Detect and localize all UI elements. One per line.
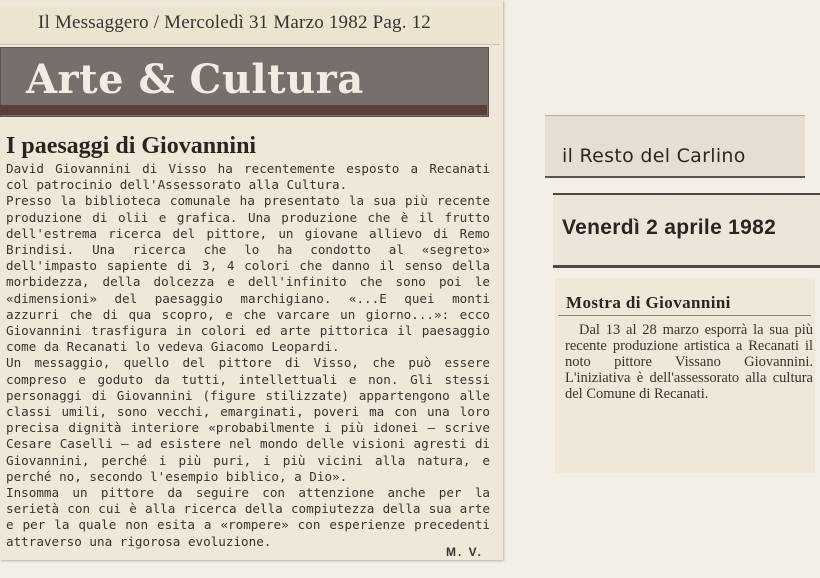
resto-del-carlino-clipping [545, 0, 820, 578]
author-signature: M. V. [446, 545, 483, 559]
newspaper-header: Il Messaggero / Mercoledì 31 Marzo 1982 Pag. 12 [38, 12, 432, 33]
article-paragraph: Un messaggio, quello del pittore di Visso, che può essere compreso e goduto da tutti, intellettuali e non. Gli stessi personaggi di Giovannini (figure stilizzate) appartengono alle classi umili, sono vecchi, emarginati, poveri ma con una loro precisa dignità interiore «probabilmente i più idonei — scrive Cesare Caselli — ad esistere nel mondo delle visioni agresti di Giovannini, perché i più puri, i più vicini alla natura, e perché no, secondo l'esempio biblico, a Dio». [6, 355, 490, 484]
article-paragraph: David Giovannini di Visso ha recentemente esposto a Recanati col patrocinio dell'Assessorato alla Cultura. [6, 161, 490, 193]
article-paragraph: Insomma un pittore da seguire con attenzione anche per la serietà con cui è alla ricerca della compiutezza della sua arte e per la quale non esita a «rompere» con esperienze precedenti attraverso una rigorosa evoluzione. [6, 485, 490, 549]
title-rule [558, 315, 811, 316]
article-title: I paesaggi di Giovannini [6, 133, 257, 159]
section-banner-shadow [0, 105, 487, 115]
article-body [6, 161, 490, 550]
short-article-title: Mostra di Giovannini [566, 293, 731, 312]
newspaper-name: il Resto del Carlino [562, 145, 746, 167]
article-paragraph: Presso la biblioteca comunale ha presentato la sua più recente produzione di olii e grafica. Una produzione che è il frutto dell'estrema ricerca del pittore, un giovane allievo di Remo Brindisi. Una ricerca che lo ha condotto al «segreto» dell'impasto sapiente di 3, 4 colori che danno il senso della morbidezza, della dolcezza e dell'infinito che sono poi le «dimensioni» del paesaggio marchigiano. «...E quei monti azzurri che di qua scopro, e che varcare un giorno...»: ecco Giovannini trasfigura in colori ed arte pittorica il paesaggio come da Recanati lo vedeva Giacomo Leopardi. [6, 193, 490, 355]
section-title: Arte & Cultura [26, 56, 364, 103]
short-article-paragraph: Dal 13 al 28 marzo esporrà la sua più recente produzione artistica a Recanati il noto pittore Vissano Giovannini. L'iniziativa è dell'assessorato alla cultura del Comune di Recanati. [565, 322, 813, 402]
publication-date: Venerdì 2 aprile 1982 [562, 216, 777, 239]
short-article-body [565, 323, 813, 403]
